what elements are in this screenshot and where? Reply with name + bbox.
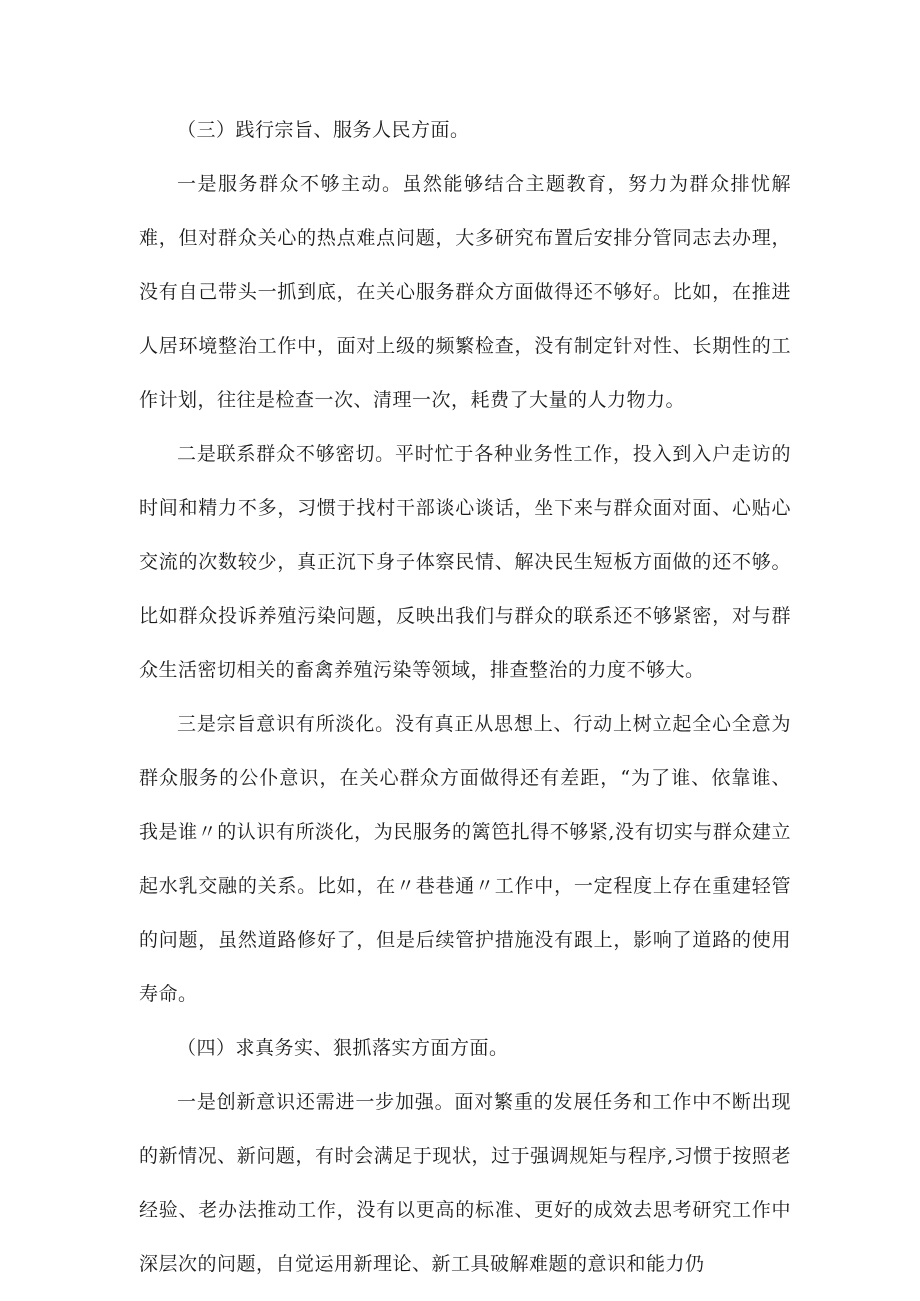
- section-heading-four: （四）求真务实、狠抓落实方面方面。: [177, 1037, 509, 1059]
- section-heading-three: （三）践行宗旨、服务人民方面。: [177, 119, 470, 141]
- document-body: [139, 103, 791, 1291]
- paragraph-innovation-awareness: 一是创新意识还需进一步加强。面对繁重的发展任务和工作中不断出现的新情况、新问题，有时会满足于现状，过于强调规矩与程序,习惯于按照老经验、老办法推动工作，没有以更高的标准、更好的成效去思考研究工作中深层次的问题，自觉运用新理论、新工具破解难题的意识和能力仍: [139, 1091, 791, 1275]
- paragraph-serve-masses: 一是服务群众不够主动。虽然能够结合主题教育，努力为群众排忧解难，但对群众关心的热点难点问题，大多研究布置后安排分管同志去办理，没有自己带头一抓到底，在关心服务群众方面做得还不够好。比如，在推进人居环境整治工作中，面对上级的频繁检查，没有制定针对性、长期性的工作计划，往往是检查一次、清理一次，耗费了大量的人力物力。: [139, 173, 791, 411]
- paragraph-contact-masses: 二是联系群众不够密切。平时忙于各种业务性工作，投入到入户走访的时间和精力不多，习惯于找村干部谈心谈话，坐下来与群众面对面、心贴心交流的次数较少，真正沉下身子体察民情、解决民生短板方面做的还不够。比如群众投诉养殖污染问题，反映出我们与群众的联系还不够紧密，对与群众生活密切相关的畜禽养殖污染等领域，排查整治的力度不够大。: [139, 443, 791, 681]
- paragraph-purpose-awareness: 三是宗旨意识有所淡化。没有真正从思想上、行动上树立起全心全意为群众服务的公仆意识，在关心群众方面做得还有差距，“为了谁、依靠谁、我是谁〃的认识有所淡化，为民服务的篱笆扎得不够紧,没有切实与群众建立起水乳交融的关系。比如，在〃巷巷通〃工作中，一定程度上存在重建轻管的问题，虽然道路修好了，但是后续管护措施没有跟上，影响了道路的使用寿命。: [139, 713, 791, 1005]
